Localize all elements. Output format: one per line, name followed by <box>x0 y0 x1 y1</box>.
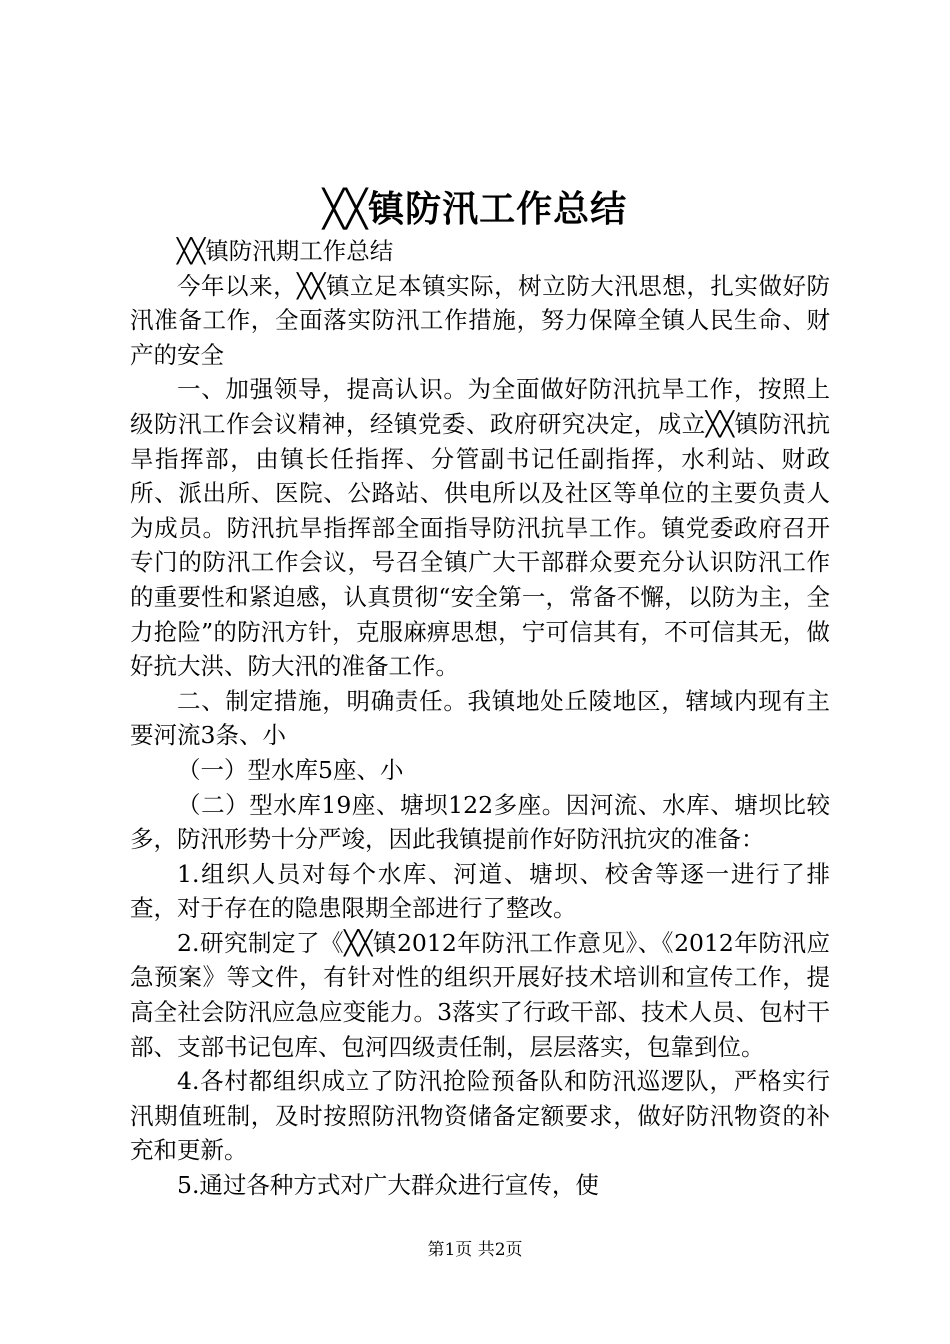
paragraph-point-5: 5.通过各种方式对广大群众进行宣传，使 <box>177 1171 599 1200</box>
paragraph-intro: 今年以来，╳╳镇立足本镇实际，树立防大汛思想，扎实做好防汛准备工作，全面落实防汛工作措施，努力保障全镇人民生命、财产的安全 <box>130 271 830 369</box>
paragraph-point-1: 1.组织人员对每个水库、河道、塘坝、校舍等逐一进行了排查，对于存在的隐患限期全部进行了整改。 <box>130 859 830 923</box>
paragraph-point-2: 2.研究制定了《╳╳镇2012年防汛工作意见》、《2012年防汛应急预案》等文件，有针对性的组织开展好技术培训和宣传工作，提高全社会防汛应急应变能力。3落实了行政干部、技术人员、包村干部、支部书记包库、包河四级责任制，层层落实，包靠到位。 <box>130 928 830 1061</box>
paragraph-item-two: （二）型水库19座、塘坝122多座。因河流、水库、塘坝比较多，防汛形势十分严竣，因此我镇提前作好防汛抗灾的准备： <box>130 790 830 854</box>
document-title: ╳╳镇防汛工作总结 <box>322 188 628 230</box>
paragraph-subtitle: ╳╳镇防汛期工作总结 <box>177 237 394 265</box>
page-footer: 第1页 共2页 <box>427 1240 523 1260</box>
paragraph-item-one: （一）型水库5座、小 <box>177 755 404 784</box>
paragraph-section-one: 一、加强领导，提高认识。为全面做好防汛抗旱工作，按照上级防汛工作会议精神，经镇党委、政府研究决定，成立╳╳镇防汛抗旱指挥部，由镇长任指挥、分管副书记任副指挥，水利站、财政所、派出所、医院、公路站、供电所以及社区等单位的主要负责人为成员。防汛抗旱指挥部全面指导防汛抗旱工作。镇党委政府召开专门的防汛工作会议，号召全镇广大干部群众要充分认识防汛工作的重要性和紧迫感，认真贯彻“安全第一，常备不懈，以防为主，全力抢险”的防汛方针，克服麻痹思想，宁可信其有，不可信其无，做好抗大洪、防大汛的准备工作。 <box>130 375 830 681</box>
document-body <box>130 234 830 1203</box>
paragraph-section-two: 二、制定措施，明确责任。我镇地处丘陵地区，辖域内现有主要河流3条、小 <box>130 686 830 750</box>
paragraph-point-4: 4.各村都组织成立了防汛抢险预备队和防汛巡逻队，严格实行汛期值班制，及时按照防汛物资储备定额要求，做好防汛物资的补充和更新。 <box>130 1067 830 1165</box>
